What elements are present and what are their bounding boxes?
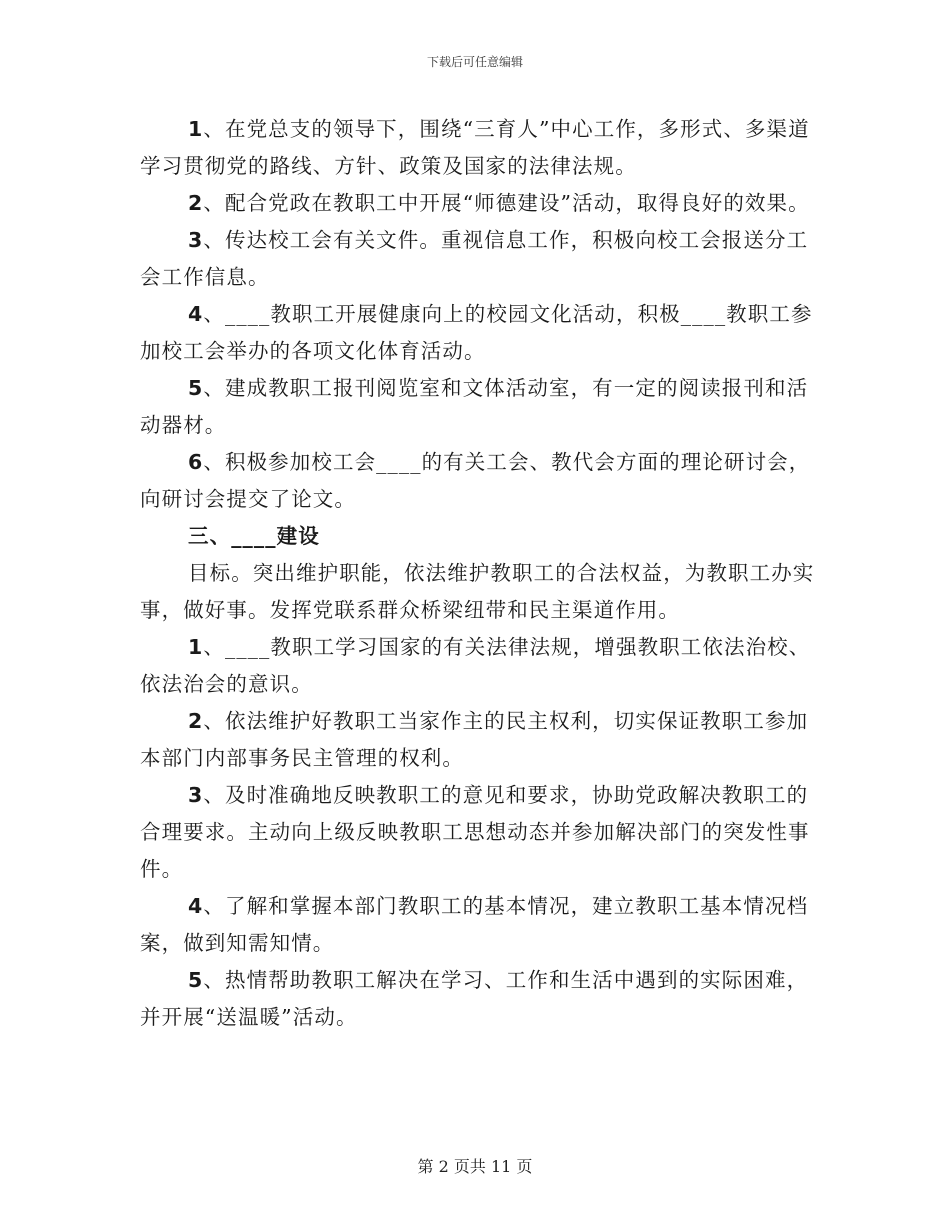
paragraph-text: 、热情帮助教职工解决在学习、工作和生活中遇到的实际困难，并开展“送温暖”活动。 <box>140 968 809 1029</box>
item-number: 3 <box>188 783 204 807</box>
paragraph-text: 、配合党政在教职工中开展“师德建设”活动，取得良好的效果。 <box>203 191 810 215</box>
item-number: 5 <box>188 376 204 400</box>
paragraph-text: 、____教职工学习国家的有关法律法规，增强教职工依法治校、依法治会的意识。 <box>140 635 811 696</box>
page-header: 下载后可任意编辑 <box>426 55 523 69</box>
goal-paragraph: 目标。突出维护职能，依法维护教职工的合法权益，为教职工办实事，做好事。发挥党联系群众桥梁纽带和民主渠道作用。 <box>140 561 815 622</box>
paragraph-9 <box>140 777 820 888</box>
document-body <box>140 111 820 1036</box>
paragraph-text: 、____教职工开展健康向上的校园文化活动，积极____教职工参加校工会举办的各项文化体育活动。 <box>140 302 813 363</box>
item-number: 6 <box>188 450 204 474</box>
paragraph-2 <box>140 185 820 222</box>
paragraph-text: 、及时准确地反映教职工的意见和要求，协助党政解决教职工的合理要求。主动向上级反映教职工思想动态并参加解决部门的突发性事件。 <box>140 783 810 881</box>
item-number: 4 <box>188 302 204 326</box>
section-heading: 三、____建设 <box>188 524 320 548</box>
paragraph-text: 、在党总支的领导下，围绕“三育人”中心工作，多形式、多渠道学习贯彻党的路线、方针、政策及国家的法律法规。 <box>140 117 810 178</box>
item-number: 2 <box>188 191 204 215</box>
paragraph-10 <box>140 888 820 962</box>
paragraph-4 <box>140 296 820 370</box>
item-number: 5 <box>188 968 204 992</box>
item-number: 1 <box>188 117 204 141</box>
paragraph-7 <box>140 629 820 703</box>
paragraph-8 <box>140 703 820 777</box>
paragraph-text: 、了解和掌握本部门教职工的基本情况，建立教职工基本情况档案，做到知需知情。 <box>140 894 809 955</box>
item-number: 3 <box>188 228 204 252</box>
item-number: 1 <box>188 635 204 659</box>
paragraph-text: 、积极参加校工会____的有关工会、教代会方面的理论研讨会，向研讨会提交了论文。 <box>140 450 811 511</box>
paragraph-text: 、依法维护好教职工当家作主的民主权利，切实保证教职工参加本部门内部事务民主管理的权利。 <box>140 709 809 770</box>
paragraph-11 <box>140 962 820 1036</box>
paragraph-5 <box>140 370 820 444</box>
paragraph-1 <box>140 111 820 185</box>
paragraph-3 <box>140 222 820 296</box>
item-number: 2 <box>188 709 204 733</box>
paragraph-6 <box>140 444 820 518</box>
paragraph-text: 、传达校工会有关文件。重视信息工作，积极向校工会报送分工会工作信息。 <box>140 228 809 289</box>
page-footer: 第 2 页共 11 页 <box>417 1157 533 1176</box>
paragraph-text: 、建成教职工报刊阅览室和文体活动室，有一定的阅读报刊和活动器材。 <box>140 376 809 437</box>
item-number: 4 <box>188 894 204 918</box>
